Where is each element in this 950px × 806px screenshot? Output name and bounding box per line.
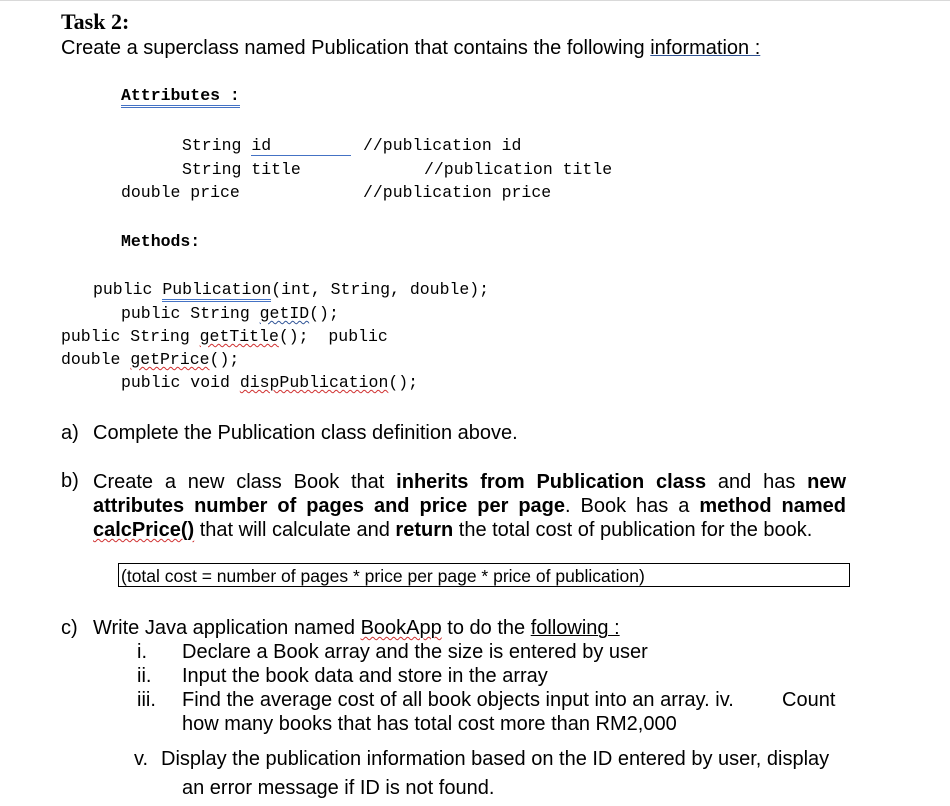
task-title: Task 2:: [61, 9, 130, 34]
qb-t1: Create a new class Book that: [93, 471, 385, 493]
qc-intro-link: following :: [530, 617, 620, 639]
qb-new-attributes: new attributes number of pages and price per page: [93, 471, 847, 517]
qb-method-named: method named: [699, 495, 846, 517]
question-c-label: c): [61, 617, 78, 639]
formula-text: (total cost = number of pages * price per page * price of publication): [121, 566, 645, 586]
disp-post: ();: [388, 373, 419, 392]
qb-t8: that will calculate and: [199, 519, 390, 541]
qb-calcprice: calcPrice(): [93, 519, 195, 541]
qb-t10: the total cost of publication for the book.: [458, 519, 813, 541]
qb-return: return: [395, 519, 454, 541]
getprice-type: double: [61, 350, 121, 369]
attr-id-type: String: [182, 136, 242, 155]
attributes-heading-text: Attributes :: [121, 86, 240, 108]
method-disp: [121, 373, 418, 392]
attr-id-name: id: [251, 136, 351, 156]
qc-item-3-text: Find the average cost of all book objects input into an array. iv.: [182, 689, 734, 711]
method-gettitle: [61, 327, 388, 346]
qb-t5: . Book has a: [565, 495, 690, 517]
qc-item-5-text: Display the publication information based on the ID entered by user, display: [161, 748, 830, 770]
top-divider: [0, 0, 950, 1]
getid-name: getID: [259, 304, 310, 323]
method-getid: [121, 304, 339, 323]
question-b-label: b): [61, 470, 79, 492]
qc-item-3-num: iii.: [137, 689, 156, 711]
getprice-name: getPrice: [130, 350, 210, 369]
method-getprice: [61, 350, 239, 369]
getid-post: ();: [309, 304, 339, 323]
intro-text: Create a superclass named Publication that contains the following: [61, 37, 645, 59]
qc-item-2-text: Input the book data and store in the array: [182, 665, 548, 687]
disp-modifier: public void: [121, 373, 230, 392]
methods-heading: Methods:: [121, 232, 201, 251]
qc-item-2-num: ii.: [137, 665, 152, 687]
qc-app-name: BookApp: [360, 617, 442, 639]
question-a-label: a): [61, 422, 79, 444]
disp-name: dispPublication: [239, 373, 389, 392]
gettitle-modifier: public String: [61, 327, 190, 346]
qc-item-5-text-cont: an error message if ID is not found.: [182, 777, 495, 799]
gettitle-name: getTitle: [199, 327, 279, 346]
attr-id-decl: [182, 136, 351, 156]
attr-price-decl: double price: [121, 183, 240, 202]
qc-item-4-text: how many books that has total cost more than RM2,000: [182, 713, 677, 735]
getid-modifier: public String: [121, 304, 250, 323]
question-b-text: [93, 470, 846, 542]
getprice-post: ();: [209, 350, 240, 369]
qc-intro: Write Java application named: [93, 617, 355, 639]
gettitle-trailing: public: [328, 327, 388, 346]
question-a-text: Complete the Publication class definition above.: [93, 422, 518, 444]
intro-link: information :: [650, 37, 761, 59]
qc-item-1-num: i.: [137, 641, 147, 663]
qc-intro-mid: to do the: [447, 617, 526, 639]
gettitle-post: ();: [278, 327, 309, 346]
qc-item-5-num: v.: [134, 748, 149, 770]
qb-t3: and has: [717, 471, 796, 493]
qc-item-1-text: Declare a Book array and the size is entered by user: [182, 641, 648, 663]
attributes-heading: [121, 86, 240, 105]
qc-item-3-extra: Count: [782, 689, 836, 711]
constructor-name: Publication: [162, 280, 271, 302]
question-c-intro: [93, 617, 620, 640]
attr-title-decl: String title: [182, 160, 301, 179]
attr-price-comment: //publication price: [363, 183, 552, 202]
qb-inherits: inherits from Publication class: [396, 471, 707, 493]
constructor-modifier: public: [93, 280, 153, 299]
intro-line: [61, 37, 760, 60]
constructor-params: (int, String, double);: [271, 280, 490, 299]
attr-title-comment: //publication title: [424, 160, 613, 179]
method-constructor: [93, 280, 489, 299]
attr-id-comment: //publication id: [363, 136, 522, 155]
